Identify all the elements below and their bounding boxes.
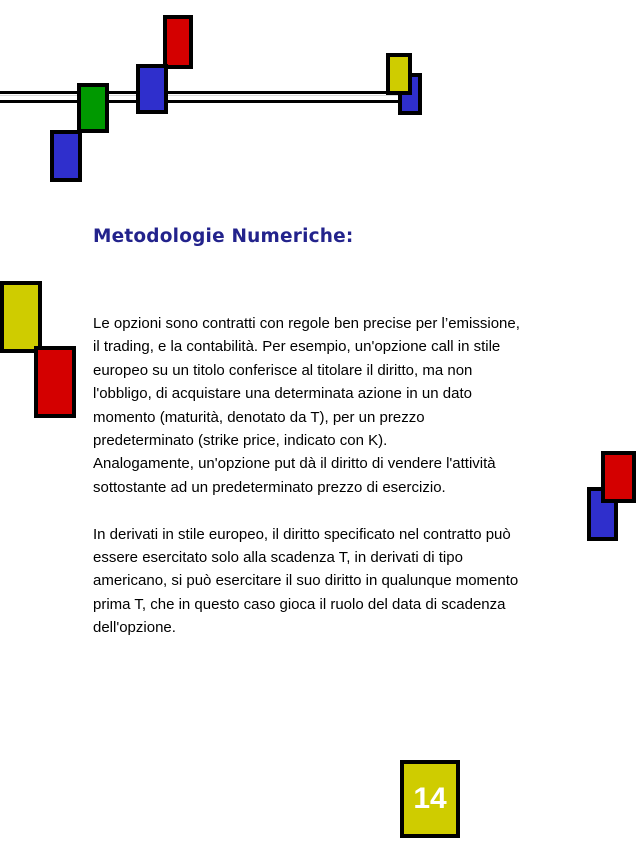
page-number: 14 xyxy=(400,760,460,838)
deco-block-yellow-left xyxy=(0,281,42,353)
deco-block-red-left xyxy=(34,346,76,418)
paragraph-1-line: l'obbligo, di acquistare una determinata azione in un dato xyxy=(93,385,472,403)
deco-block-green xyxy=(77,83,109,133)
paragraph-1-line: momento (maturità, denotato da T), per un prezzo xyxy=(93,408,425,426)
paragraph-2-line: americano, si può esercitare il suo diritto in qualunque momento xyxy=(93,572,519,590)
deco-block-red-top xyxy=(163,15,193,69)
deco-block-blue-upper xyxy=(136,64,168,114)
body-text xyxy=(93,312,613,640)
deco-block-yellow-rail-end xyxy=(386,53,412,95)
deco-block-blue-lower xyxy=(50,130,82,182)
paragraph-1-line: Analogamente, un'opzione put dà il diritto di vendere l'attività xyxy=(93,455,496,473)
paragraph-1-line: Le opzioni sono contratti con regole ben precise per l’emissione, xyxy=(93,315,520,332)
paragraph-2-line: essere esercitato solo alla scadenza T, in derivati di tipo xyxy=(93,549,463,567)
paragraph-1-line: sottostante ad un predeterminato prezzo di esercizio. xyxy=(93,478,446,496)
paragraph-1-line: predeterminato (strike price, indicato con K). xyxy=(93,432,388,450)
paragraph-gap xyxy=(93,499,613,522)
header-rail xyxy=(0,91,412,103)
page-title: Metodologie Numeriche: xyxy=(93,226,354,247)
paragraph-2-line: In derivati in stile europeo, il diritto specificato nel contratto può xyxy=(93,525,511,543)
paragraph-1-line: il trading, e la contabilità. Per esempio, un'opzione call in stile xyxy=(93,338,501,356)
paragraph-2-line: prima T, che in questo caso gioca il ruolo del data di scadenza xyxy=(93,595,506,613)
paragraph-2-line: dell'opzione. xyxy=(93,619,176,637)
paragraph-1-line: europeo su un titolo conferisce al titolare il diritto, ma non xyxy=(93,361,473,379)
